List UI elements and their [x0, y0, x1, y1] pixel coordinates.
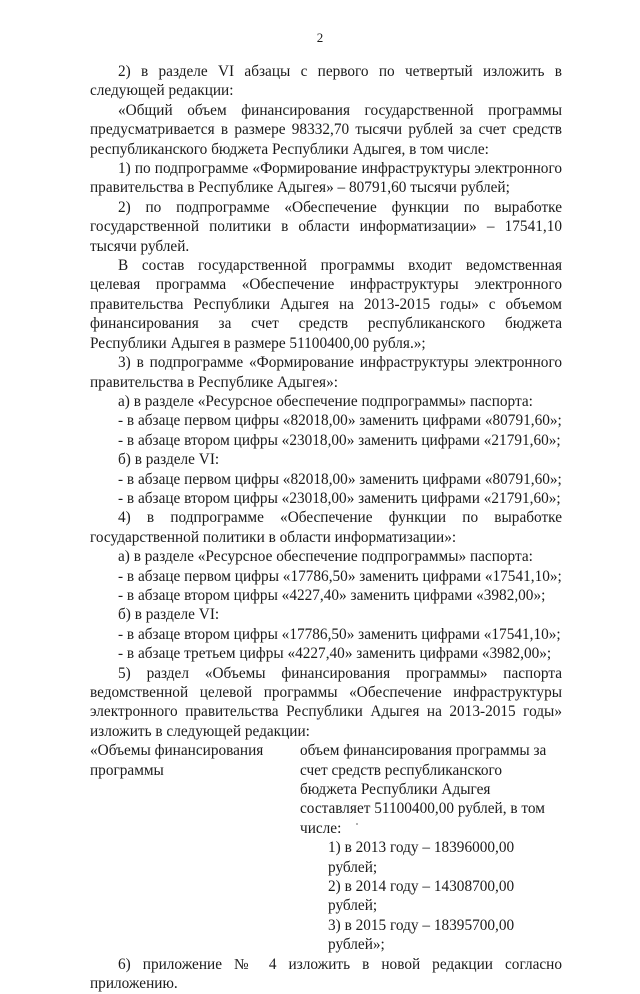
paragraph: 1) по подпрограмме «Формирование инфраструктуры электронного правительства в Республике Адыгея» – 80791,60 тысячи рублей; [90, 160, 562, 197]
scan-speck [356, 823, 358, 825]
funding-table-value [300, 741, 562, 954]
paragraph: 3) в подпрограмме «Формирование инфраструктуры электронного правительства в Республике Адыгея»: [90, 354, 562, 391]
paragraph: 2) в разделе VI абзацы с первого по четвертый изложить в следующей редакции: [90, 63, 562, 100]
closing-paragraph: 6) приложение № 4 изложить в новой редакции согласно приложению. [90, 955, 562, 993]
paragraph: - в абзаце втором цифры «23018,00» заменить цифрами «21791,60»; [118, 489, 561, 507]
paragraph: 5) раздел «Объемы финансирования программы» паспорта ведомственной целевой программы «Обеспечение инфраструктуры электронного правительства Республики Адыгея на 2013-2015 годы» изложить в следующей редакции: [90, 664, 562, 740]
paragraph: б) в разделе VI: [118, 606, 220, 624]
paragraph: В состав государственной программы входит ведомственная целевая программа «Обеспечение инфраструктуры электронного правительства Республики Адыгея на 2013-2015 годы» с объемом финансирования за счет средств республиканского бюджета Республики Адыгея в размере 51100400,00 рубля.»; [90, 257, 562, 352]
paragraph: - в абзаце первом цифры «17786,50» заменить цифрами «17541,10»; [118, 567, 562, 585]
funding-table-line: объем финансирования программы за счет средств республиканского бюджета Республики Адыгея составляет 51100400,00 рублей, в том числе: [300, 742, 547, 837]
paragraph: б) в разделе VI: [118, 451, 220, 469]
paragraph: - в абзаце втором цифры «23018,00» заменить цифрами «21791,60»; [118, 431, 561, 449]
funding-table-line: 1) в 2013 году – 18396000,00 рублей; [328, 839, 515, 876]
paragraph: 4) в подпрограмме «Обеспечение функции по выработке государственной политики в области информатизации»: [90, 509, 562, 546]
paragraph: - в абзаце первом цифры «82018,00» заменить цифрами «80791,60»; [118, 470, 562, 488]
paragraph: - в абзаце втором цифры «4227,40» заменить цифрами «3982,00»; [118, 586, 546, 604]
paragraph: а) в разделе «Ресурсное обеспечение подпрограммы» паспорта: [118, 548, 533, 566]
funding-table-line: 2) в 2014 году – 14308700,00 рублей; [328, 878, 515, 915]
paragraph: а) в разделе «Ресурсное обеспечение подпрограммы» паспорта: [118, 392, 533, 410]
paragraph: - в абзаце третьем цифры «4227,40» заменить цифрами «3982,00»; [118, 645, 552, 663]
paragraph: - в абзаце втором цифры «17786,50» заменить цифрами «17541,10»; [118, 625, 561, 643]
funding-table-label: «Объемы финансирования программы [90, 742, 264, 779]
page-number: 2 [316, 30, 324, 45]
paragraph: 2) по подпрограмме «Обеспечение функции по выработке государственной политики в области информатизации» – 17541,10 тысячи рублей. [90, 198, 562, 255]
paragraph: - в абзаце первом цифры «82018,00» заменить цифрами «80791,60»; [118, 412, 562, 430]
paragraph: «Общий объем финансирования государственной программы предусматривается в размере 98332,70 тысячи рублей за счет средств республиканского бюджета Республики Адыгея, в том числе: [90, 101, 562, 158]
document-body [90, 62, 562, 994]
funding-table-line: 3) в 2015 году – 18395700,00 рублей»; [328, 916, 515, 954]
funding-table [90, 741, 562, 954]
